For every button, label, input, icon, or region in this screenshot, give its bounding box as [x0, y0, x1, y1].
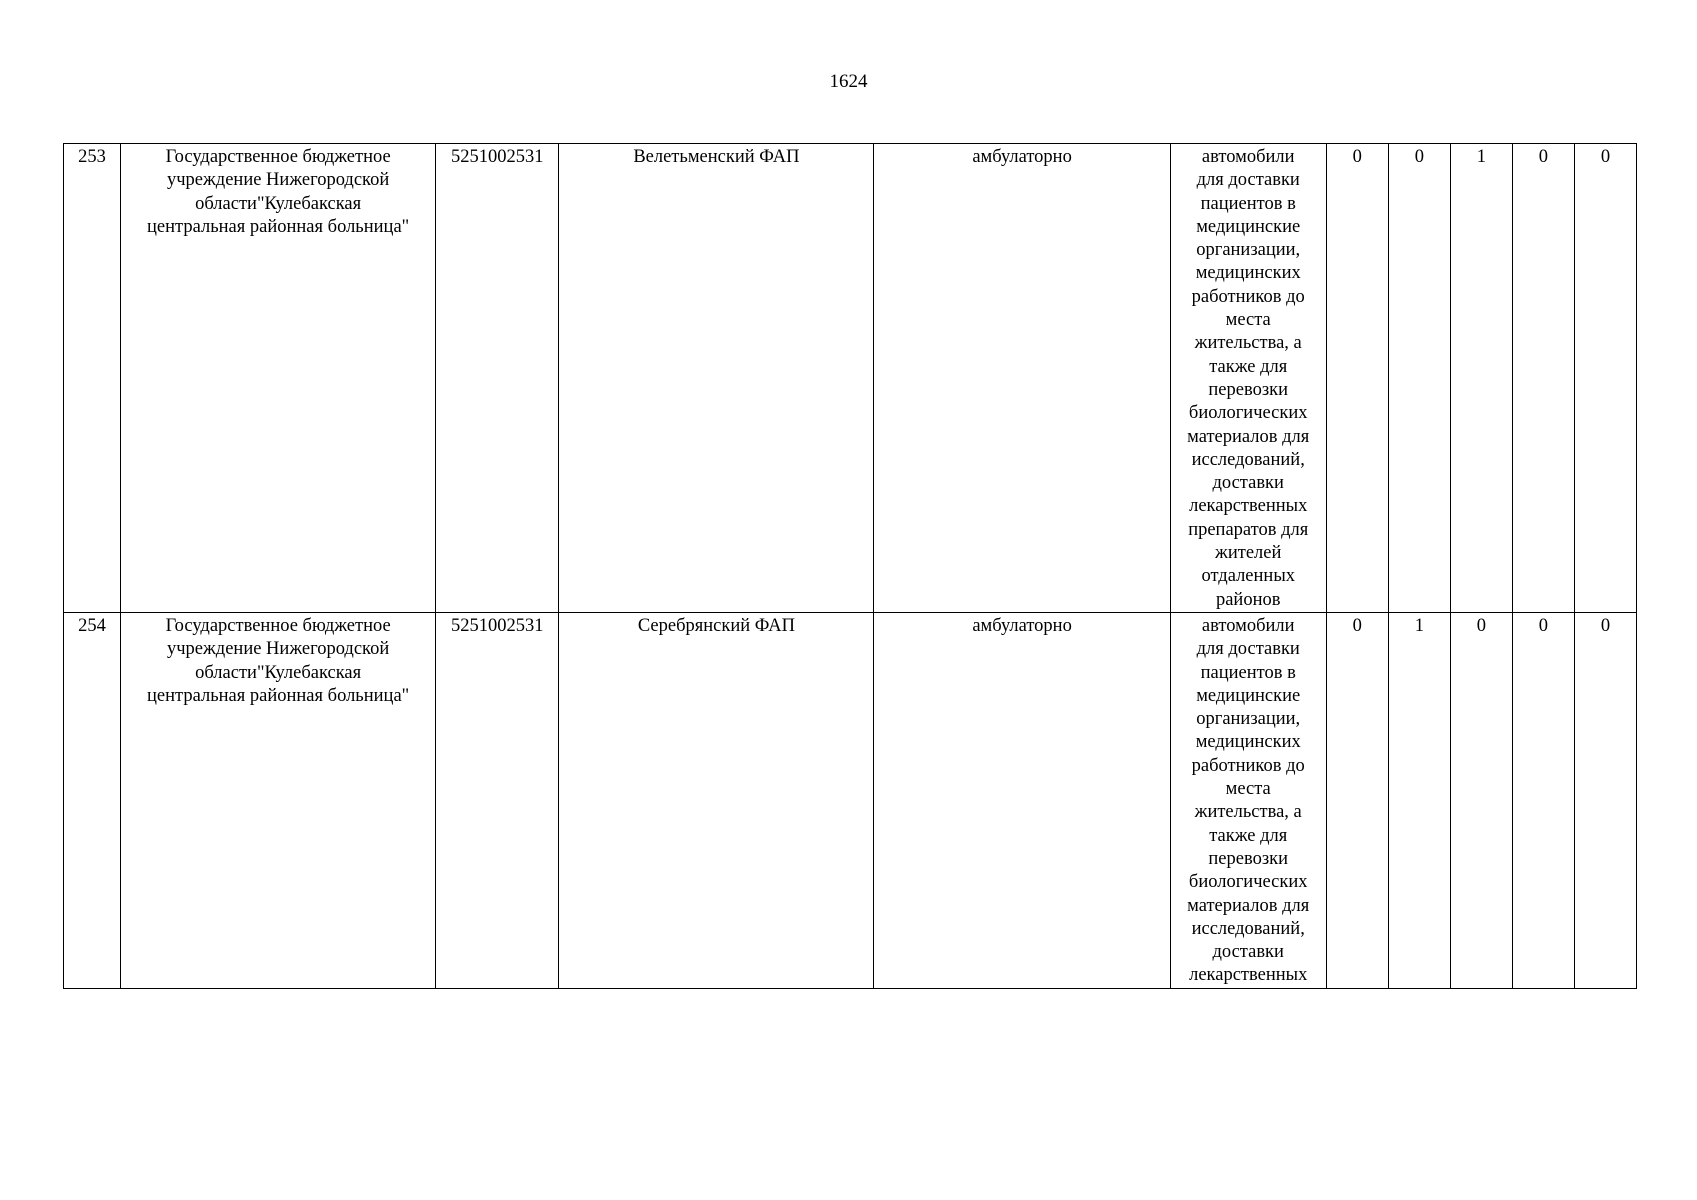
page-number: 1624	[829, 71, 868, 92]
value-cell: 0	[1388, 144, 1450, 613]
value-cell: 1	[1450, 144, 1512, 613]
value-cell: 0	[1574, 144, 1636, 613]
value-cell: 1	[1388, 612, 1450, 988]
value-cell: 0	[1512, 144, 1574, 613]
institution-cell: Государственное бюджетное учреждение Нижегородской области"Кулебакская центральная районная больница"	[121, 144, 436, 613]
unit-cell: Серебрянский ФАП	[559, 612, 874, 988]
purpose-cell: автомобили для доставки пациентов в медицинские организации, медицинских работников до места жительства, а также для перевозки биологических материалов для исследований, доставки лекарственных препаратов для жителей отдаленных районов	[1170, 144, 1326, 613]
value-cell: 0	[1326, 144, 1388, 613]
row-number-cell: 253	[64, 144, 121, 613]
value-cell: 0	[1450, 612, 1512, 988]
data-table	[63, 143, 1637, 989]
unit-cell: Велетьменский ФАП	[559, 144, 874, 613]
row-number-cell: 254	[64, 612, 121, 988]
purpose-cell: автомобили для доставки пациентов в медицинские организации, медицинских работников до места жительства, а также для перевозки биологических материалов для исследований, доставки лекарственных	[1170, 612, 1326, 988]
inn-cell: 5251002531	[436, 144, 559, 613]
table-row	[64, 144, 1637, 613]
value-cell: 0	[1574, 612, 1636, 988]
table-row	[64, 612, 1637, 988]
inn-cell: 5251002531	[436, 612, 559, 988]
value-cell: 0	[1512, 612, 1574, 988]
value-cell: 0	[1326, 612, 1388, 988]
condition-cell: амбулаторно	[874, 144, 1170, 613]
institution-cell: Государственное бюджетное учреждение Нижегородской области"Кулебакская центральная районная больница"	[121, 612, 436, 988]
condition-cell: амбулаторно	[874, 612, 1170, 988]
